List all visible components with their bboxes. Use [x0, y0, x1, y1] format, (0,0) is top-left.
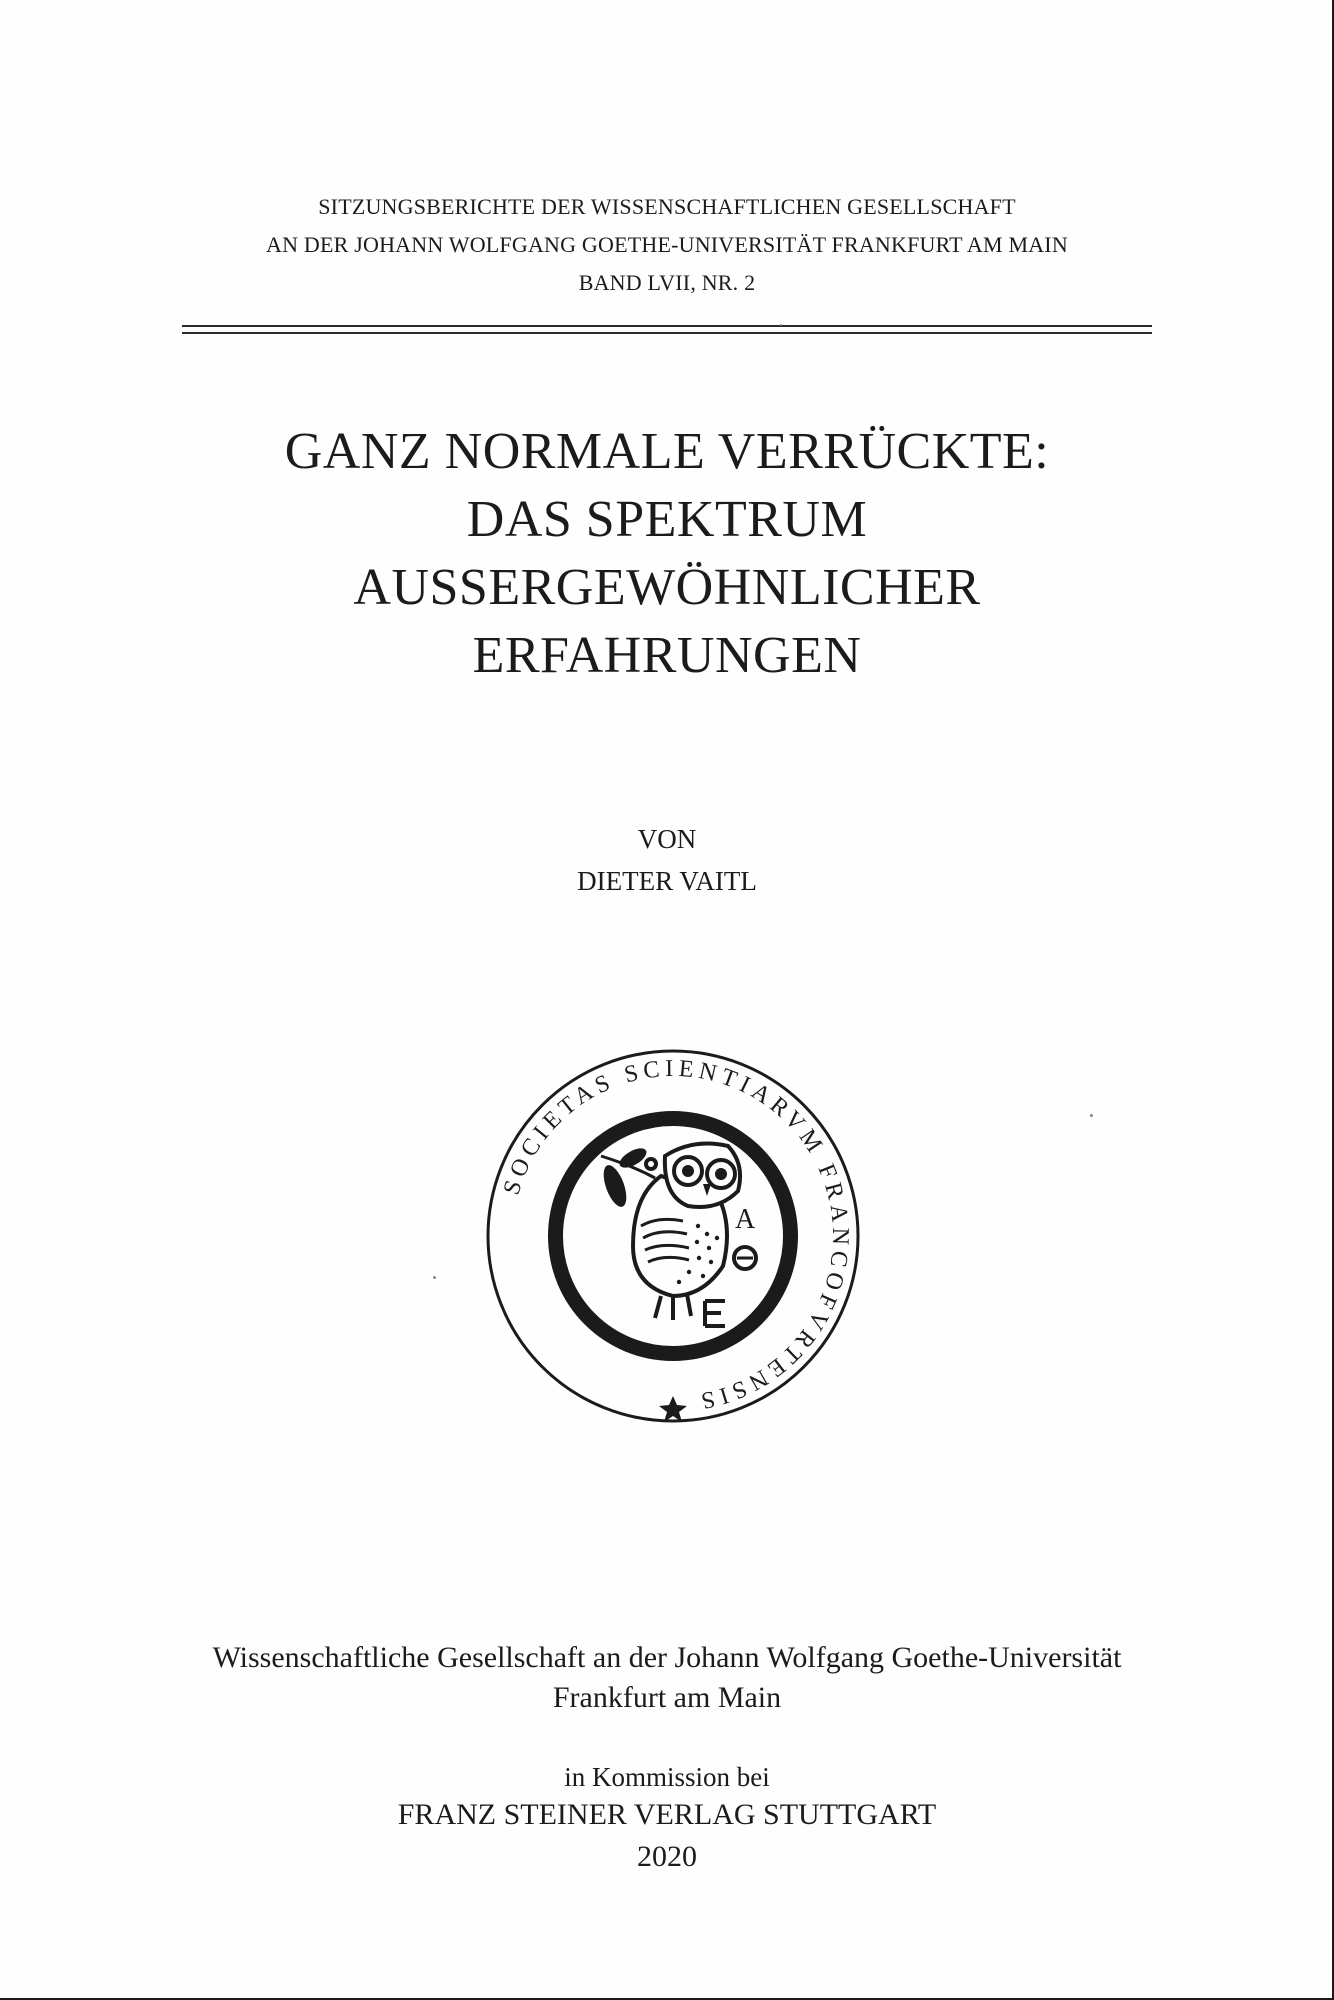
series-line-2: AN DER JOHANN WOLFGANG GOETHE-UNIVERSITÄT FRANKFURT AM MAIN [266, 232, 1068, 257]
kommission-line: in Kommission bei [564, 1762, 770, 1792]
paper-speck [433, 1276, 436, 1279]
author-block [0, 818, 1334, 902]
title-line-2: DAS SPEKTRUM [466, 491, 868, 548]
author-von: VON [637, 824, 697, 854]
publisher-line-2: Frankfurt am Main [552, 1681, 782, 1714]
book-title [0, 418, 1334, 690]
svg-text:SOCIETAS SCIENTIARVM FRANCOFVR: SOCIETAS SCIENTIARVM FRANCOFVRTENSIS [498, 1055, 854, 1415]
header-rule-bottom [182, 332, 1152, 334]
publisher-line-1: Wissenschaftliche Gesellschaft an der Johann Wolfgang Goethe-Universität [212, 1641, 1122, 1674]
owl-coin-seal-icon [483, 1046, 863, 1426]
title-line-3: AUSSERGEWÖHNLICHER [353, 559, 981, 616]
svg-text:A: A [735, 1204, 756, 1235]
title-line-4: ERFAHRUNGEN [472, 627, 862, 684]
imprint-verlag: FRANZ STEINER VERLAG STUTTGART [397, 1798, 937, 1831]
series-line-1: SITZUNGSBERICHTE DER WISSENSCHAFTLICHEN GESELLSCHAFT [318, 194, 1016, 219]
paper-speck [1090, 1114, 1093, 1117]
header-rule-top [182, 325, 1152, 327]
series-header [0, 188, 1334, 302]
imprint-year: 2020 [637, 1840, 697, 1873]
paper-speck [780, 324, 782, 326]
title-line-1: GANZ NORMALE VERRÜCKTE: [284, 423, 1050, 480]
imprint-block [0, 1794, 1334, 1878]
author-name: DIETER VAITL [577, 866, 757, 896]
publisher-block [0, 1638, 1334, 1718]
series-line-3: BAND LVII, NR. 2 [578, 270, 756, 295]
